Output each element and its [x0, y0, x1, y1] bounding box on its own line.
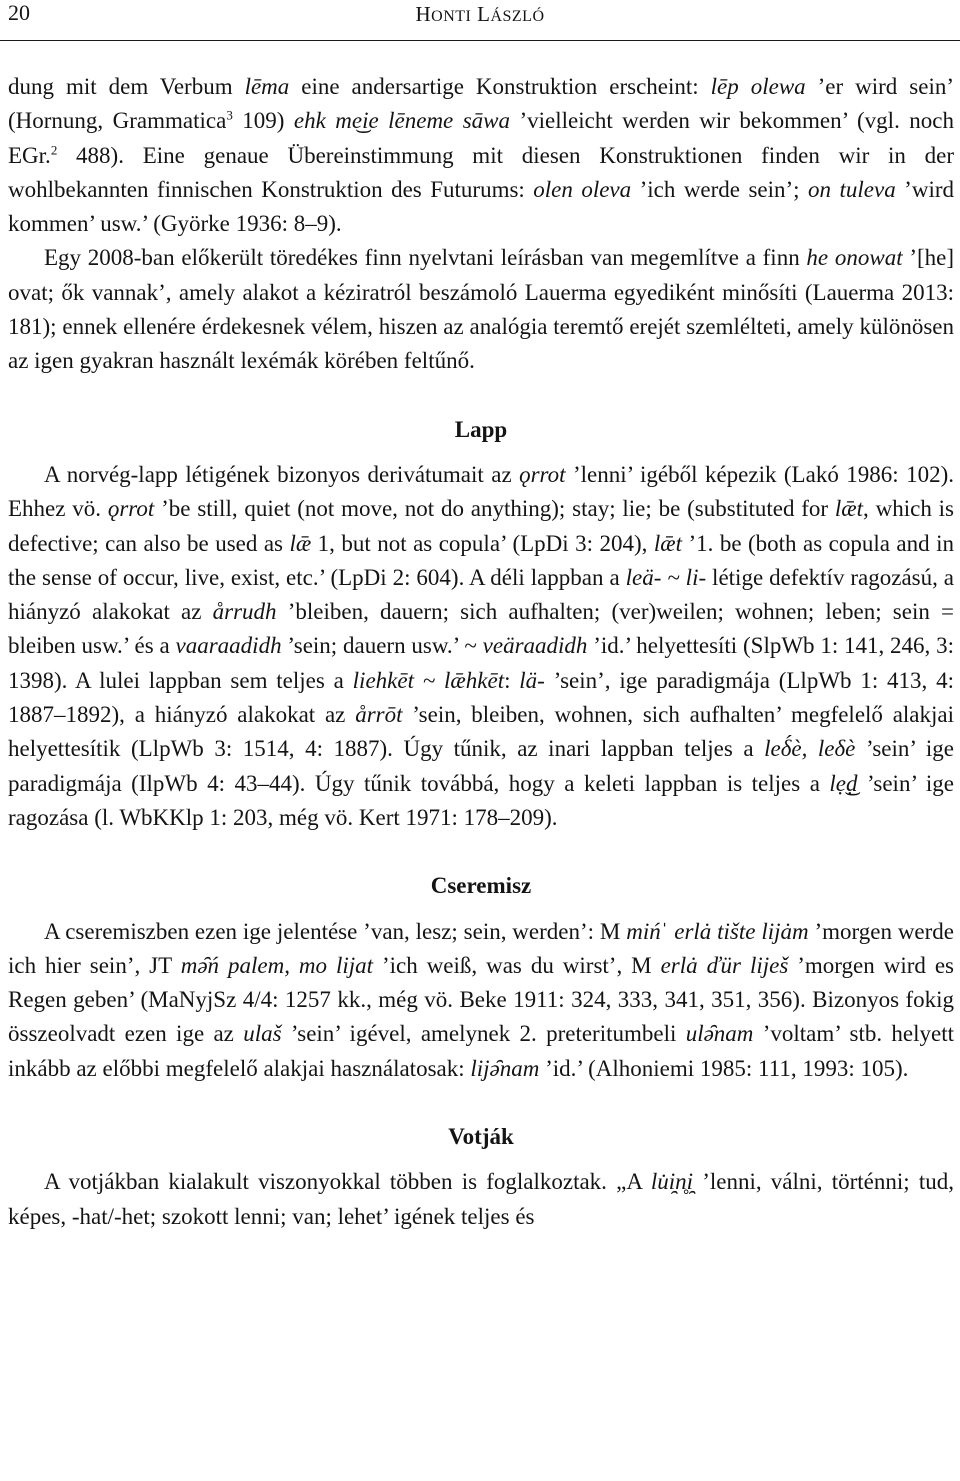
page-header [0, 0, 960, 41]
section-heading-cseremisz: Cseremisz [430, 873, 532, 899]
running-head-author: HONTI LÁSZLÓ [415, 2, 545, 26]
paragraph-finn-fragment: Egy 2008-ban előkerült töredékes finn nyelvtani leírásban van megemlítve a finn he onowat ’[he] ovat; ők vannak’, amely alakot a kéziratról beszámoló Lauerma egyediként minősíti (Lauerma 2013: 181); ennek ellenére érdekesnek vélem, hiszen az analógia teremtő erejét szemlélteti, amely különösen az igen gyakran használt lexémák körében feltűnő. [8, 245, 955, 374]
body-text [8, 70, 954, 1234]
paragraph-cseremisz: A cseremiszben ezen ige jelentése ’van, lesz; sein, werden’: M mińˈ erlȧ tište lijȧm ’morgen werde ich hier sein’, JT mə̑ń palem, mo lijat ’ich weiß, was du wirst’, M erlȧ ďür liješ ’morgen wird es Regen geben’ (MaNyjSz 4/4: 1257 kk., még vö. Beke 1911: 324, 333, 341, 351, 356). Bizonyos fokig összeolvadt ezen ige az ulaš ’sein’ igével, amelynek 2. preteritumbeli ulə̑nam ’voltam’ stb. helyett inkább az előbbi megfelelő alakjai használatosak: lijə̑nam ’id.’ (Alhoniemi 1985: 111, 1993: 105). [8, 918, 955, 1081]
paragraph-futurum: dung mit dem Verbum lēma eine andersartige Konstruktion erscheint: lēp olewa ’er wird sein’ (Hornung, Grammatica$^3$ 109) ehk me͜ie lēneme sāwa ’vielleicht werden wir bekommen’ (vgl. noch EGr.$^2$ 488). Eine genaue Übereinstimmung mit diesen Konstruktionen finden wir in der wohlbekannten finnischen Konstruktion des Futurums: olen oleva ’ich werde sein’; on tuleva ’wird kommen’ usw.’ (Györke 1936: 8–9). [8, 74, 955, 237]
paragraph-votjak: A votjákban kialakult viszonyokkal többen is foglalkoztak. „A lu̇i̯n̥i̯ ’lenni, válni, történni; tud, képes, -hat/-het; szokott lenni; van; lehet’ igének teljes és [8, 1169, 954, 1229]
page-number: 20 [8, 0, 30, 25]
section-heading-lapp: Lapp [454, 416, 508, 442]
paragraph-lapp: A norvég-lapp létigének bizonyos derivátumait az ǫrrot ’lenni’ igéből képezik (Lakó 1986: 102). Ehhez vö. ǫrrot ’be still, quiet (not move, not do anything); stay; lie; be (substituted for lǣt, which is defective; can also be used as lǣ 1, but not as copula’ (LpDi 3: 204), lǣt ’1. be (both as copula and in the sense of occur, live, exist, etc.’ (LpDi 2: 604). A déli lappban a leä- ~ li- létige defektív ragozású, a hiányzó alakokat az årrudh ’bleiben, dauern; sich aufhalten; (ver)weilen; wohnen; leben; sein = bleiben usw.’ és a vaaraadidh ’sein; dauern usw.’ ~ veäraadidh ’id.’ helyettesíti (SlpWb 1: 141, 246, 3: 1398). A lulei lappban sem teljes a liehkēt ~ lǣhkēt: lä- ’sein’, ige paradigmája (LlpWb 1: 413, 4: 1887–1892), a hiányzó alakokat az årrōt ’sein, bleiben, wohnen, sich aufhalten’ megfelelő alakjai helyettesítik (LlpWb 3: 1514, 4: 1887). Úgy tűnik, az inari lappban teljes a leδ́è, leδè ’sein’ ige paradigmája (IlpWb 4: 43–44). Úgy tűnik továbbá, hogy a keleti lappban is teljes a lẹ͜ḍ ’sein’ ige ragozása (l. WbKKlp 1: 203, még vö. Kert 1971: 178–209). [8, 461, 955, 830]
section-heading-votjak: Votják [448, 1124, 514, 1150]
